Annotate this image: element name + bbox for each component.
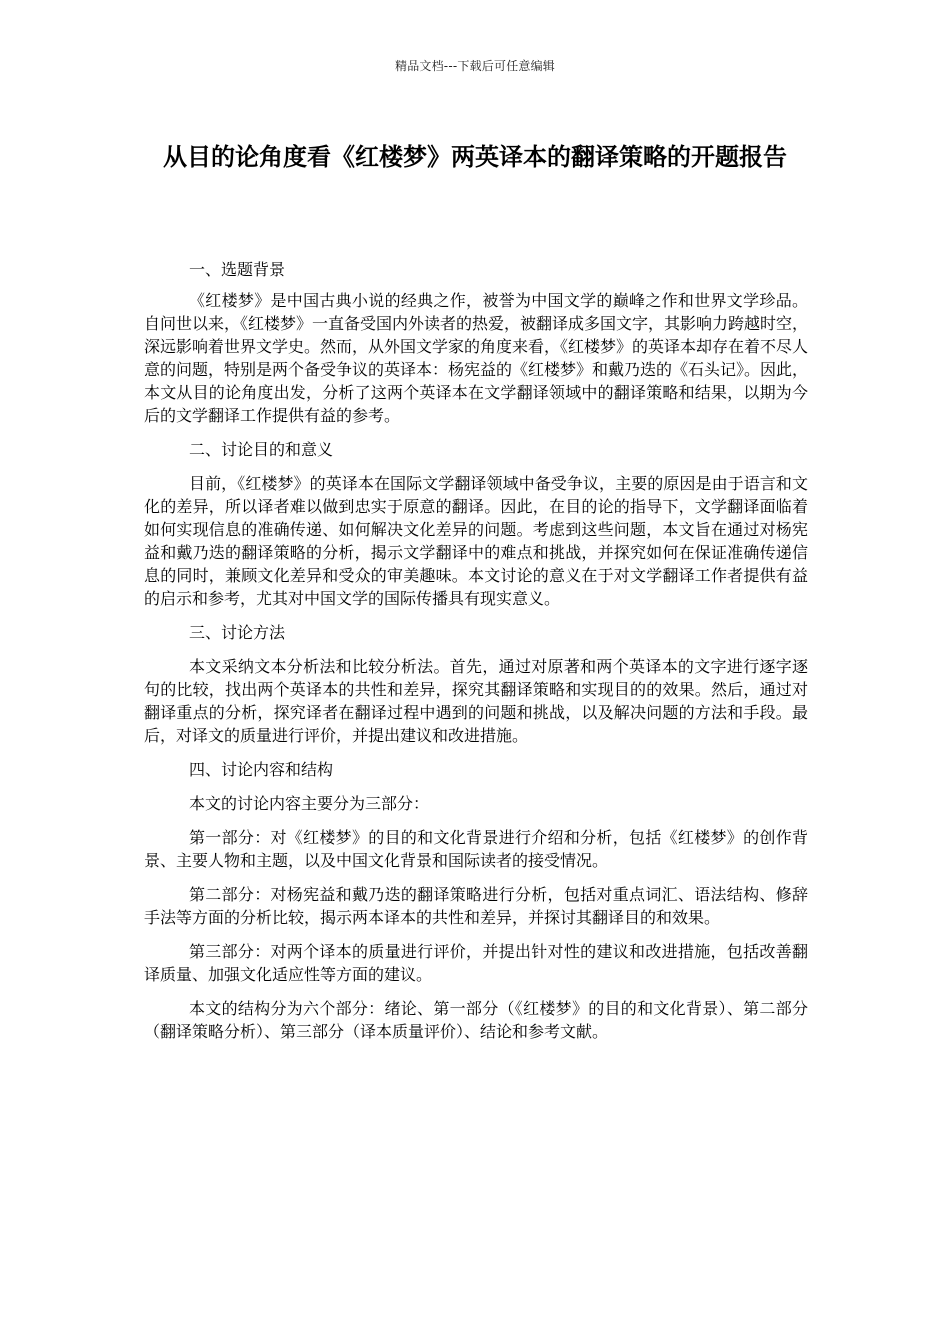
- paragraph-structure: 本文的结构分为六个部分：绪论、第一部分（《红楼梦》的目的和文化背景）、第二部分（翻译策略分析）、第三部分（译本质量评价）、结论和参考文献。: [144, 999, 808, 1041]
- section-heading-background: 一、选题背景: [189, 260, 286, 279]
- paragraph-part-three: 第三部分：对两个译本的质量进行评价，并提出针对性的建议和改进措施，包括改善翻译质量、加强文化适应性等方面的建议。: [144, 942, 808, 984]
- section-heading-content: 四、讨论内容和结构: [189, 760, 334, 779]
- paragraph-part-one: 第一部分：对《红楼梦》的目的和文化背景进行介绍和分析，包括《红楼梦》的创作背景、主要人物和主题，以及中国文化背景和国际读者的接受情况。: [144, 828, 808, 870]
- header-note: 精品文档---下载后可任意编辑: [395, 59, 555, 73]
- paragraph-background: 《红楼梦》是中国古典小说的经典之作，被誉为中国文学的巅峰之作和世界文学珍品。自问世以来，《红楼梦》一直备受国内外读者的热爱，被翻译成多国文字，其影响力跨越时空，深远影响着世界文学史。然而，从外国文学家的角度来看，《红楼梦》的英译本却存在着不尽人意的问题，特别是两个备受争议的英译本：杨宪益的《红楼梦》和戴乃迭的《石头记》。因此，本文从目的论角度出发，分析了这两个英译本在文学翻译领域中的翻译策略和结果，以期为今后的文学翻译工作提供有益的参考。: [144, 291, 809, 425]
- paragraph-part-two: 第二部分：对杨宪益和戴乃迭的翻译策略进行分析，包括对重点词汇、语法结构、修辞手法等方面的分析比较，揭示两本译本的共性和差异，并探讨其翻译目的和效果。: [144, 885, 808, 927]
- document-body: [144, 258, 808, 1043]
- paragraph-purpose: 目前，《红楼梦》的英译本在国际文学翻译领域中备受争议，主要的原因是由于语言和文化的差异，所以译者难以做到忠实于原意的翻译。因此，在目的论的指导下，文学翻译面临着如何实现信息的准确传递、如何解决文化差异的问题。考虑到这些问题，本文旨在通过对杨宪益和戴乃迭的翻译策略的分析，揭示文学翻译中的难点和挑战，并探究如何在保证准确传递信息的同时，兼顾文化差异和受众的审美趣味。本文讨论的意义在于对文学翻译工作者提供有益的启示和参考，尤其对中国文学的国际传播具有现实意义。: [144, 474, 808, 608]
- document-title: 从目的论角度看《红楼梦》两英译本的翻译策略的开题报告: [163, 143, 787, 171]
- paragraph-content-intro: 本文的讨论内容主要分为三部分：: [189, 794, 430, 813]
- section-heading-purpose: 二、讨论目的和意义: [189, 440, 334, 459]
- paragraph-method: 本文采纳文本分析法和比较分析法。首先，通过对原著和两个英译本的文字进行逐字逐句的比较，找出两个英译本的共性和差异，探究其翻译策略和实现目的的效果。然后，通过对翻译重点的分析，探究译者在翻译过程中遇到的问题和挑战，以及解决问题的方法和手段。最后，对译文的质量进行评价，并提出建议和改进措施。: [144, 657, 808, 745]
- section-heading-method: 三、讨论方法: [189, 623, 286, 642]
